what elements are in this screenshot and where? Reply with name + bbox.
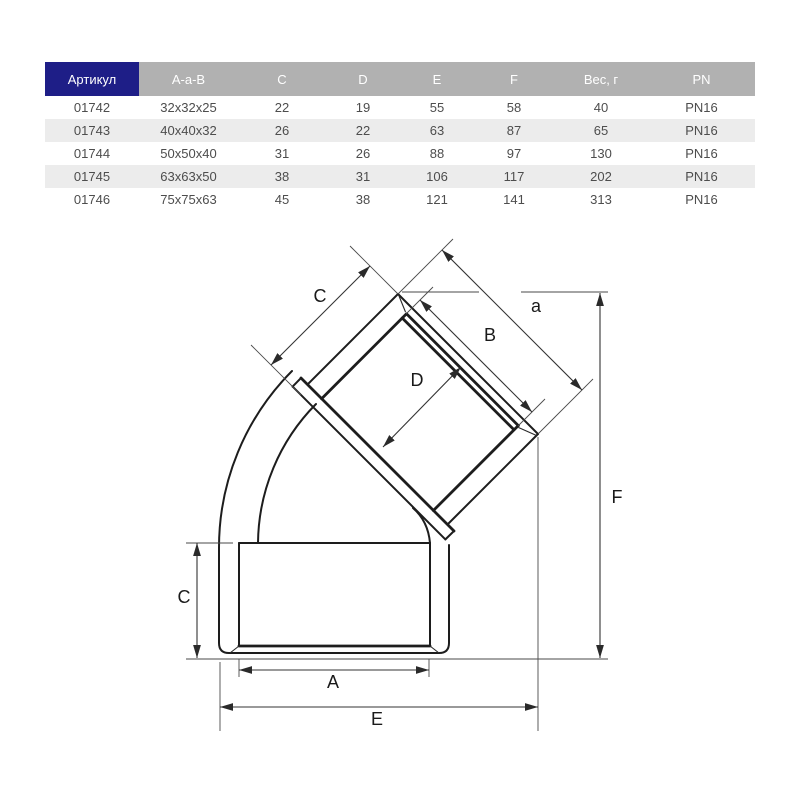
header-cell-article: Артикул (45, 62, 139, 96)
table-cell: 22 (274, 100, 290, 115)
table-cell: 97 (506, 146, 522, 161)
collar-band-lower (293, 387, 446, 540)
dimension-labels (178, 286, 623, 729)
dim-label-f: F (611, 487, 623, 507)
dim-label-d: D (410, 370, 424, 390)
table-cell: 38 (274, 169, 290, 184)
rim-chamfer (430, 646, 439, 653)
table-cell: 87 (506, 123, 522, 138)
dim-label-a: a (530, 296, 542, 316)
table-cell: 01743 (73, 123, 111, 138)
table-cell: 313 (590, 192, 612, 207)
table-cell: 55 (429, 100, 445, 115)
angled-socket-bottom-edge (448, 434, 539, 525)
table-cell: PN16 (685, 146, 718, 161)
table-cell: 63 (429, 123, 445, 138)
table-cell: 75x75x63 (160, 192, 217, 207)
collar-band-upper (301, 378, 454, 531)
table-cell: 130 (590, 146, 612, 161)
dim-line-c-top (271, 266, 370, 365)
table-cell: PN16 (685, 123, 718, 138)
header-cell-weight: Вес, г (554, 62, 648, 96)
elbow-outer-arc (219, 371, 292, 548)
dimension-lines (197, 250, 600, 707)
header-cell-f: F (474, 62, 554, 96)
extension-lines (186, 239, 608, 731)
angled-socket-top-edge (308, 294, 399, 385)
table-cell: 58 (506, 100, 522, 115)
table-cell: 202 (590, 169, 612, 184)
table-cell: PN16 (685, 192, 718, 207)
table-cell: 01745 (73, 169, 111, 184)
collar-band-cap (445, 531, 454, 539)
table-cell: 38 (355, 192, 371, 207)
elbow-inner-arc (258, 404, 316, 543)
collar-band-cap (293, 378, 301, 387)
table-cell: 40 (593, 100, 609, 115)
table-cell: 45 (274, 192, 290, 207)
table-cell: 141 (503, 192, 525, 207)
angled-bore-edge-right (433, 426, 518, 511)
bottom-socket-shell (219, 545, 449, 653)
table-cell: 63x63x50 (160, 169, 217, 184)
header-cell-aab: A-a-B (139, 62, 238, 96)
table-cell: 26 (274, 123, 290, 138)
table-cell: 31 (355, 169, 371, 184)
table-cell: 117 (503, 169, 525, 184)
dim-label-c-top: C (313, 286, 327, 306)
table-cell: 106 (426, 169, 448, 184)
elbow-fillet-arc (413, 508, 430, 543)
header-cell-pn: PN (648, 62, 755, 96)
table-cell: PN16 (685, 169, 718, 184)
table-cell: 65 (593, 123, 609, 138)
angled-socket-mouth-edge (398, 294, 538, 434)
table-cell: 31 (274, 146, 290, 161)
table-cell: 50x50x40 (160, 146, 217, 161)
dim-label-c-left: C (177, 587, 191, 607)
table-cell: 01742 (73, 100, 111, 115)
table-cell: 32x32x25 (160, 100, 217, 115)
elbow-body-outline (219, 294, 538, 653)
header-cell-c: C (238, 62, 326, 96)
header-cell-d: D (326, 62, 400, 96)
dim-label-b: B (483, 325, 497, 345)
table-cell: 01744 (73, 146, 111, 161)
header-cell-e: E (400, 62, 474, 96)
table-cell: 19 (355, 100, 371, 115)
angled-bore-edge-left (322, 314, 407, 399)
table-cell: 26 (355, 146, 371, 161)
dim-line-b (420, 300, 532, 412)
table-cell: 88 (429, 146, 445, 161)
table-cell: 22 (355, 123, 371, 138)
table-cell: 01746 (73, 192, 111, 207)
dim-label-a-bottom: A (326, 672, 340, 692)
table-cell: 40x40x32 (160, 123, 217, 138)
table-cell: PN16 (685, 100, 718, 115)
dim-label-e: E (370, 709, 384, 729)
table-cell: 121 (426, 192, 448, 207)
rim-chamfer (230, 646, 239, 653)
